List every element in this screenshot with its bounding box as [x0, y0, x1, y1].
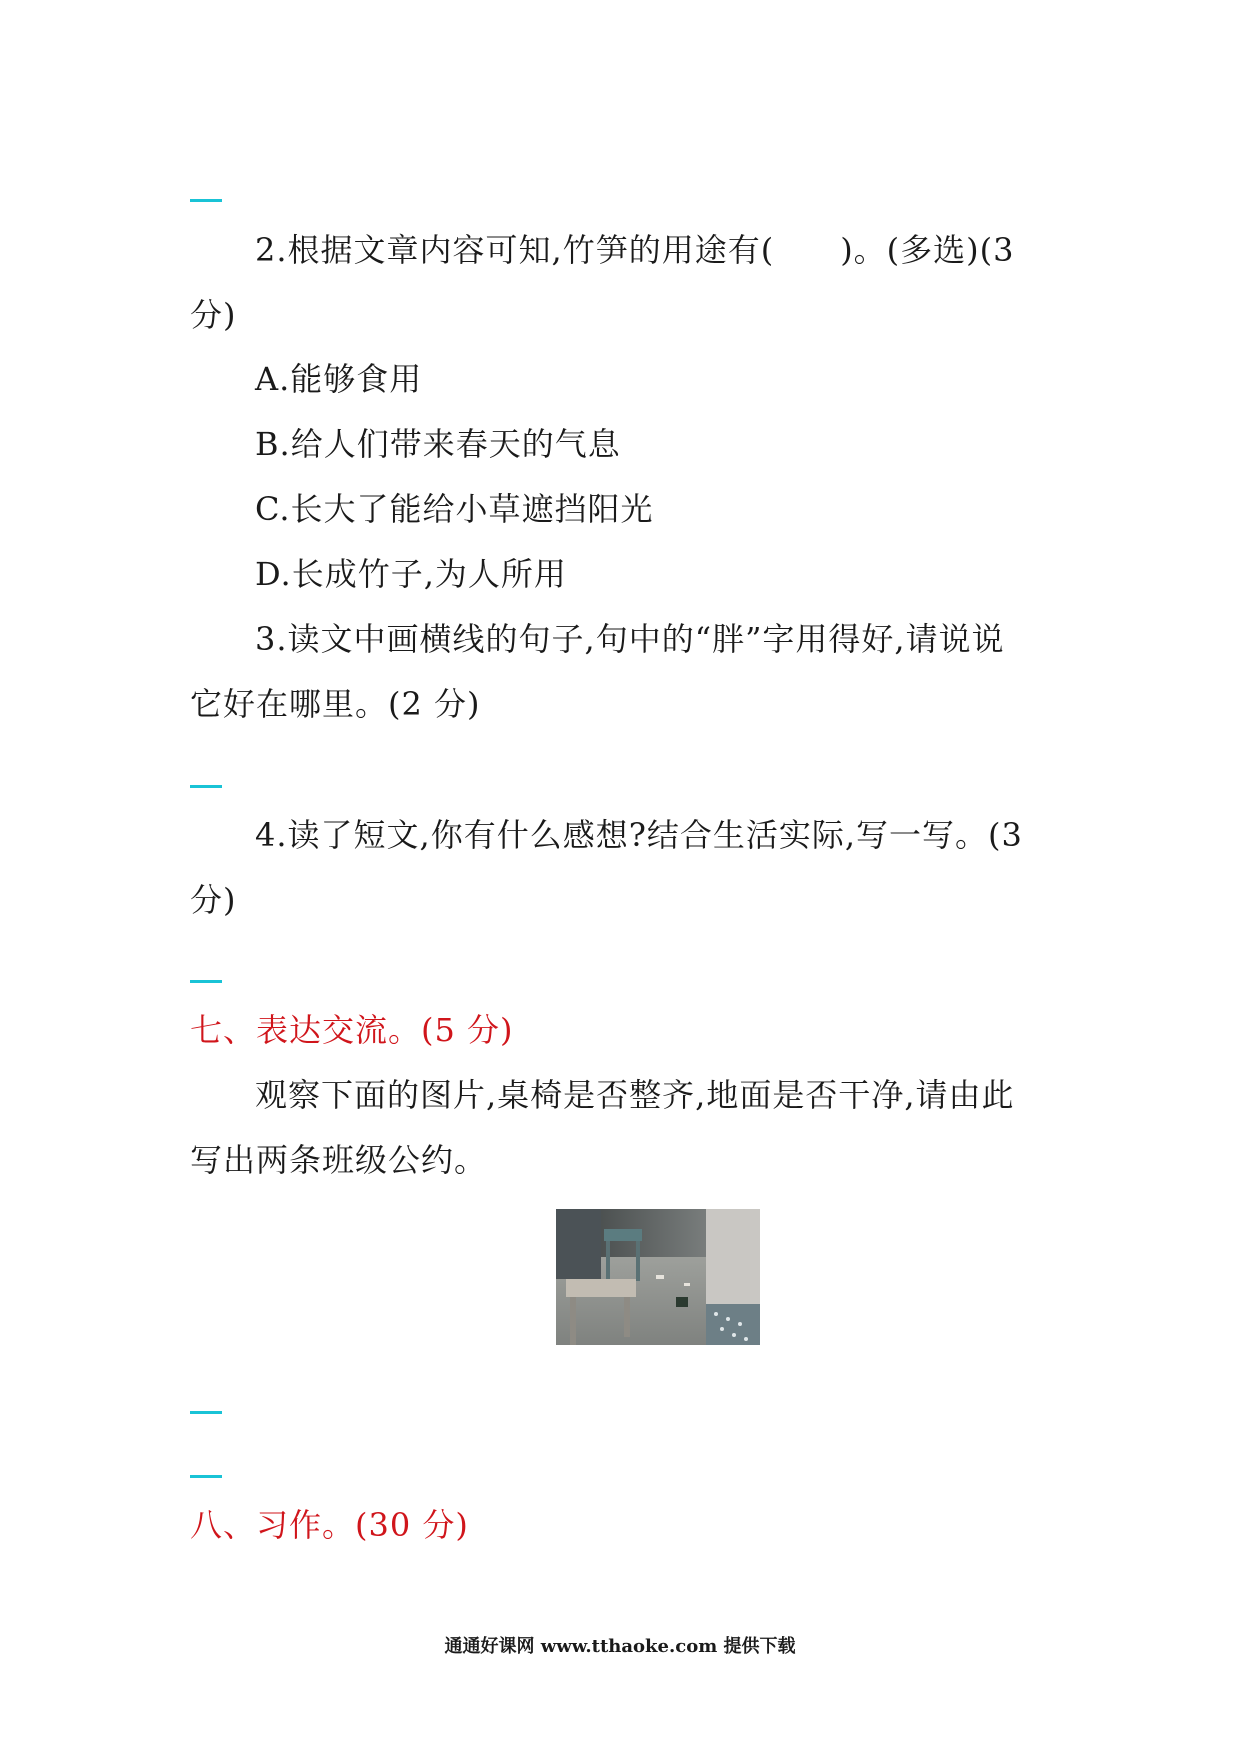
question-4-text: 4.读了短文,你有什么感想?结合生活实际,写一写。(3: [255, 816, 1023, 854]
section-7-prompt: 观察下面的图片,桌椅是否整齐,地面是否干净,请由此: [255, 1076, 1015, 1114]
section-8-heading: 八、习作。(30 分): [190, 1506, 469, 1544]
question-2-text: 2.根据文章内容可知,竹笋的用途有( )。(多选)(3: [255, 231, 1015, 269]
question-3-text: 3.读文中画横线的句子,句中的“胖”字用得好,请说说: [255, 620, 1005, 658]
section-7-heading: 七、表达交流。(5 分): [190, 1011, 514, 1049]
option-a: A.能够食用: [255, 360, 423, 398]
question-2-text-cont: 分): [190, 296, 237, 334]
answer-blank-4: [190, 1411, 222, 1414]
section-7-prompt-cont: 写出两条班级公约。: [190, 1141, 488, 1179]
option-c: C.长大了能给小草遮挡阳光: [255, 490, 654, 528]
answer-blank-1: [190, 199, 222, 202]
option-b: B.给人们带来春天的气息: [255, 425, 621, 463]
answer-blank-2: [190, 785, 222, 788]
classroom-photo: [556, 1209, 760, 1345]
answer-blank-3: [190, 980, 222, 983]
question-3-text-cont: 它好在哪里。(2 分): [190, 685, 481, 723]
answer-blank-5: [190, 1475, 222, 1478]
option-d: D.长成竹子,为人所用: [255, 555, 567, 593]
question-4-text-cont: 分): [190, 881, 237, 919]
footer-source: 通通好课网 www.tthaoke.com 提供下载: [444, 1636, 796, 1657]
